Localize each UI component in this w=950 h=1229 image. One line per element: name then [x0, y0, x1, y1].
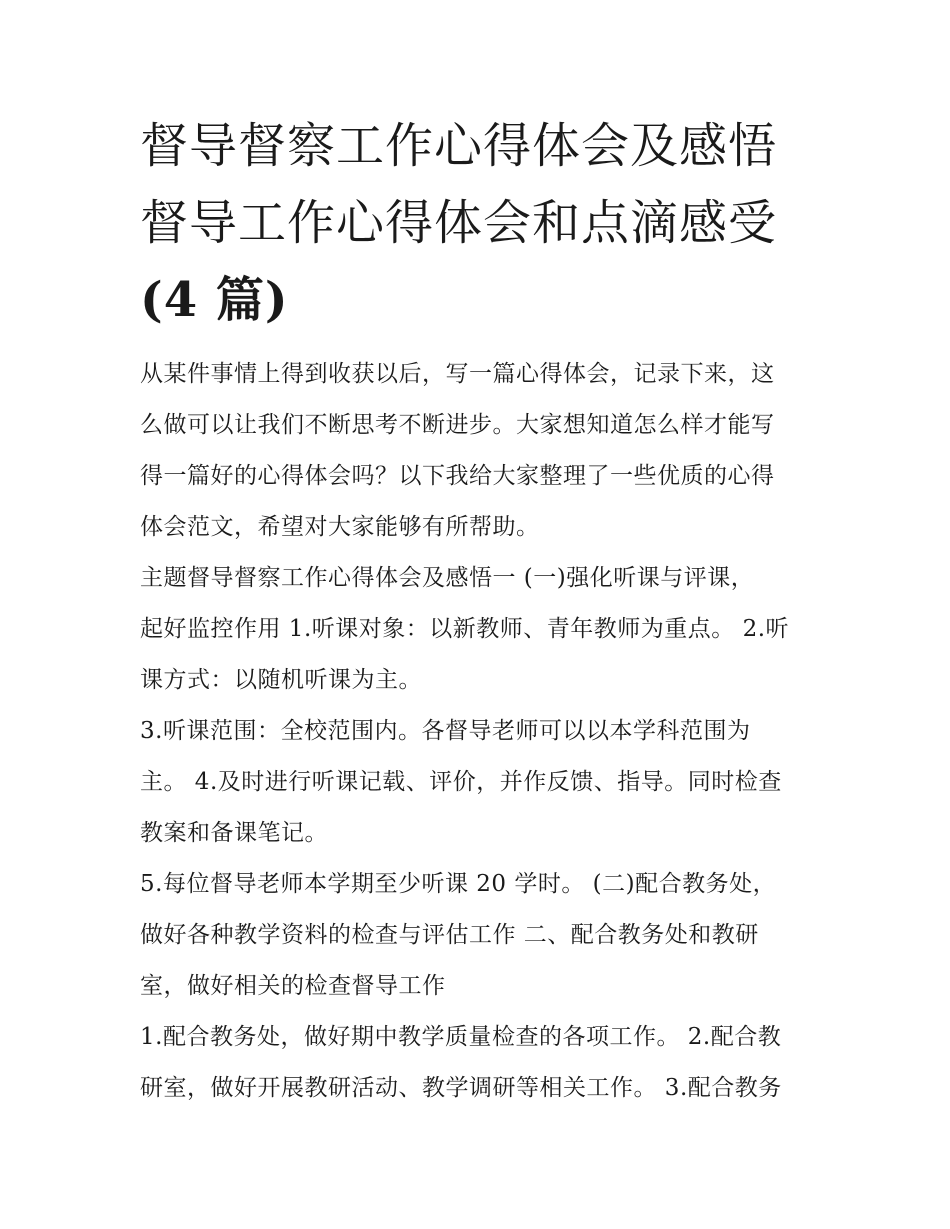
- document-content: [140, 108, 820, 1114]
- title-line: (4 篇): [140, 272, 289, 328]
- text-line: 3.听课范围：全校范围内。各督导老师可以以本学科范围为: [140, 718, 751, 744]
- document-title: [140, 108, 820, 339]
- paragraph-section-1: [140, 553, 820, 706]
- text-line: 课方式：以随机听课为主。: [140, 667, 422, 693]
- text-line: 研室，做好开展教研活动、教学调研等相关工作。 3.配合教务: [140, 1075, 782, 1101]
- text-line: 体会范文，希望对大家能够有所帮助。: [140, 514, 540, 540]
- text-line: 5.每位督导老师本学期至少听课 20 学时。 (二)配合教务处，: [140, 871, 777, 897]
- text-line: 主题督导督察工作心得体会及感悟一 (一)强化听课与评课，: [140, 565, 755, 591]
- text-line: 1.配合教务处，做好期中教学质量检查的各项工作。 2.配合教: [140, 1024, 782, 1050]
- text-line: 起好监控作用 1.听课对象：以新教师、青年教师为重点。 2.听: [140, 616, 790, 642]
- paragraph-section-3: [140, 859, 820, 1012]
- paragraph-section-4: [140, 1012, 820, 1114]
- text-line: 主。 4.及时进行听课记载、评价，并作反馈、指导。同时检查: [140, 769, 782, 795]
- paragraph-section-2: [140, 706, 820, 859]
- text-line: 做好各种教学资料的检查与评估工作 二、配合教务处和教研: [140, 922, 759, 948]
- text-line: 得一篇好的心得体会吗？以下我给大家整理了一些优质的心得: [140, 463, 775, 489]
- text-line: 室，做好相关的检查督导工作: [140, 973, 446, 999]
- paragraph-intro: [140, 349, 820, 553]
- text-line: 教案和备课笔记。: [140, 820, 328, 846]
- title-line: 督导工作心得体会和点滴感受: [140, 195, 778, 251]
- text-line: 从某件事情上得到收获以后，写一篇心得体会，记录下来，这: [140, 361, 775, 387]
- text-line: 么做可以让我们不断思考不断进步。大家想知道怎么样才能写: [140, 412, 775, 438]
- title-line: 督导督察工作心得体会及感悟: [140, 118, 778, 174]
